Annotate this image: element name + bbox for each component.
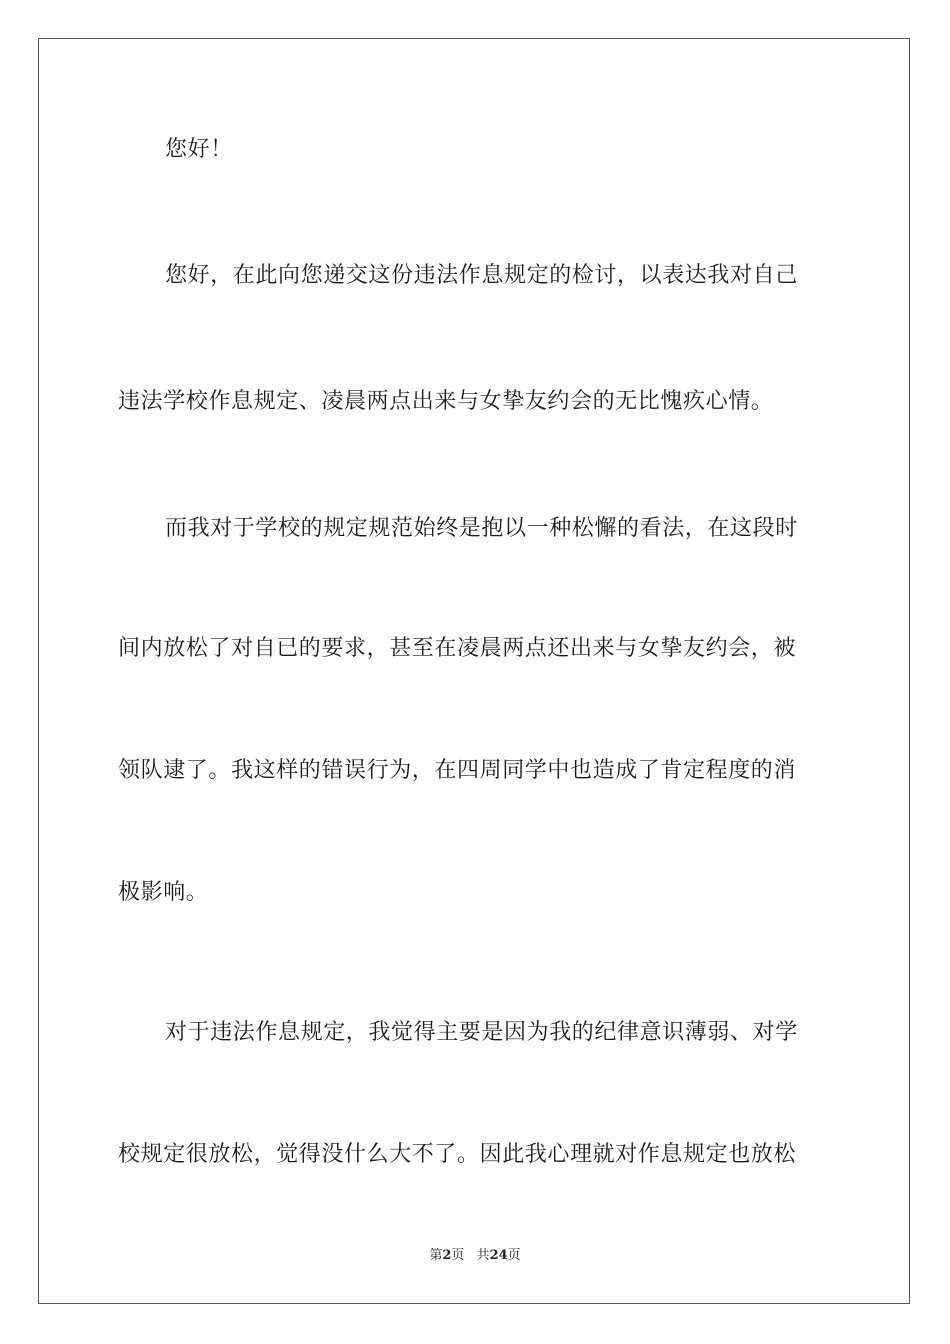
paragraph-2-line-3: 领队逮了。我这样的错误行为，在四周同学中也造成了肯定程度的消: [118, 758, 797, 783]
paragraph-2-line-4: 极影响。: [118, 880, 209, 905]
total-prefix: 共: [476, 1248, 490, 1263]
total-pages: 24: [489, 1248, 508, 1263]
page-number: 2: [442, 1248, 452, 1263]
total-suffix: 页: [507, 1248, 521, 1263]
page-footer: [0, 1247, 950, 1265]
page-border: [38, 38, 910, 1304]
paragraph-2-line-1: 而我对于学校的规定规范始终是抱以一种松懈的看法，在这段时: [165, 516, 798, 541]
greeting-line: 您好！: [165, 137, 233, 162]
page-suffix: 页: [451, 1248, 465, 1263]
page-indicator: [429, 1248, 464, 1263]
paragraph-2-line-2: 间内放松了对自已的要求，甚至在凌晨两点还出来与女挚友约会，被: [118, 636, 797, 661]
total-pages-indicator: [477, 1248, 521, 1263]
page-prefix: 第: [429, 1248, 443, 1263]
paragraph-1-line-1: 您好，在此向您递交这份违法作息规定的检讨，以表达我对自己: [165, 263, 798, 288]
paragraph-3-line-1: 对于违法作息规定，我觉得主要是因为我的纪律意识薄弱、对学: [165, 1020, 798, 1045]
paragraph-1-line-2: 违法学校作息规定、凌晨两点出来与女挚友约会的无比愧疚心情。: [118, 389, 774, 414]
paragraph-3-line-2: 校规定很放松，觉得没什么大不了。因此我心理就对作息规定也放松: [118, 1142, 797, 1167]
